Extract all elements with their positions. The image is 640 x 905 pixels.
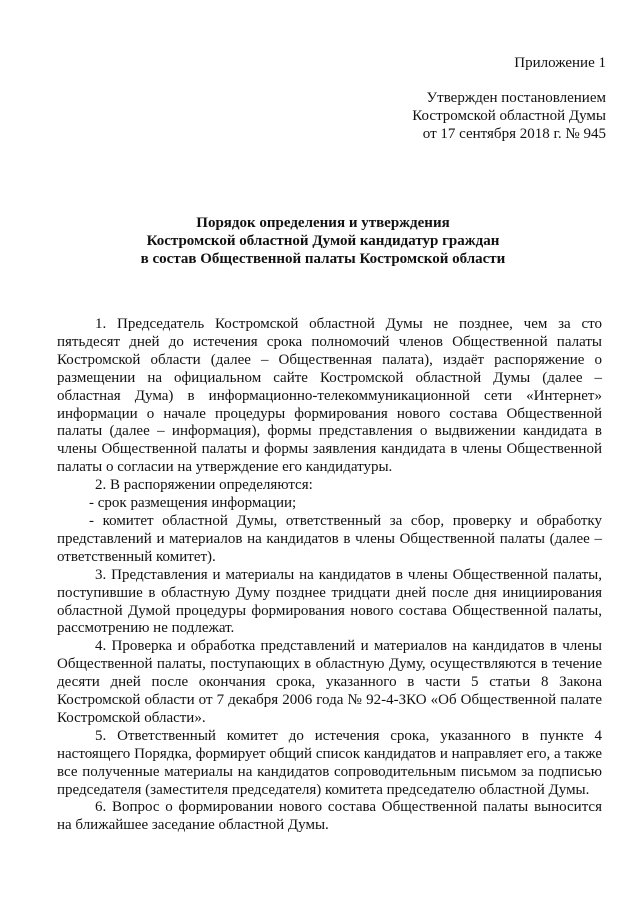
title-line-3: в состав Общественной палаты Костромской области bbox=[140, 251, 506, 267]
approved-line-1: Утвержден постановлением bbox=[426, 90, 606, 106]
paragraph-6: 6. Вопрос о формировании нового состава Общественной палаты выносится на ближайшее заседание областной Думы. bbox=[57, 799, 602, 834]
paragraph-2-item-1: - срок размещения информации; bbox=[89, 495, 297, 512]
appendix-label: Приложение 1 bbox=[514, 55, 606, 71]
paragraph-1: 1. Председатель Костромской областной Думы не позднее, чем за сто пятьдесят дней до истечения срока полномочий членов Общественной палаты Костромской области (далее – Общественная палата), издаёт распоряжение о размещении на официальном сайте Костромской областной Думы (далее – областная Дума) в информационно-телекоммуникационной сети «Интернет» информации о начале процедуры формирования нового состава Общественной палаты (далее – информация), формы представления о выдвижении кандидата в члены Общественной палаты и формы заявления кандидата в члены Общественной палаты о согласии на утверждение его кандидатуры. bbox=[57, 316, 602, 476]
paragraph-5: 5. Ответственный комитет до истечения срока, указанного в пункте 4 настоящего Порядка, формирует общий список кандидатов и направляет его, а также все полученные материалы на кандидатов сопроводительным письмом за подписью председателя (заместителя председателя) комитета председателю областной Думы. bbox=[57, 727, 602, 798]
approved-line-2: Костромской областной Думы bbox=[412, 108, 606, 124]
paragraph-2: 2. В распоряжении определяются: bbox=[95, 477, 313, 494]
approval-header bbox=[412, 54, 606, 143]
paragraph-2-item-2: - комитет областной Думы, ответственный за сбор, проверку и обработку представлений и материалов на кандидатов в члены Общественной палаты (далее – ответственный комитет). bbox=[57, 512, 602, 565]
title-line-2: Костромской областной Думой кандидатур граждан bbox=[146, 233, 500, 249]
paragraph-3: 3. Представления и материалы на кандидатов в члены Общественной палаты, поступившие в областную Думу позднее тридцати дней после дня инициирования областной Думой процедуры формирования нового состава Общественной палаты, рассмотрению не подлежат. bbox=[57, 566, 602, 637]
approved-line-3: от 17 сентября 2018 г. № 945 bbox=[422, 126, 606, 142]
document-body bbox=[57, 316, 602, 835]
paragraph-4: 4. Проверка и обработка представлений и материалов на кандидатов в члены Общественной палаты, поступающих в областную Думу, осуществляются в течение десяти дней после окончания срока, указанного в части 5 статьи 8 Закона Костромской области от 7 декабря 2006 года № 92-4-ЗКО «Об Общественной палате Костромской области». bbox=[57, 638, 602, 726]
title-line-1: Порядок определения и утверждения bbox=[196, 215, 450, 231]
document-title bbox=[40, 214, 606, 268]
